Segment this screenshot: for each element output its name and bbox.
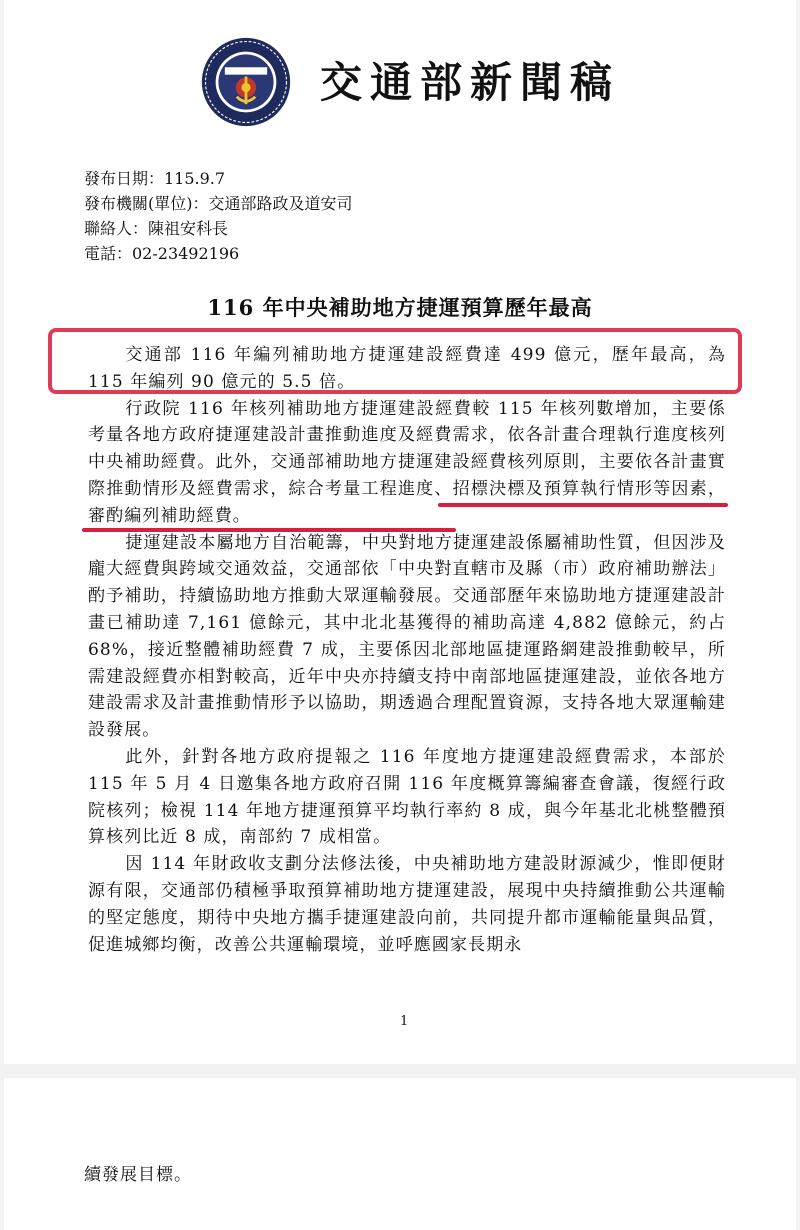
document-page-2 bbox=[4, 1078, 796, 1230]
press-body bbox=[88, 342, 726, 958]
contact-phone: 電話：02-23492196 bbox=[84, 244, 240, 263]
paragraph-4: 此外，針對各地方政府提報之 116 年度地方捷運建設經費需求，本部於 115 年 5 月 4 日邀集各地方政府召開 116 年度概算籌編審查會議，復經行政院核列；檢視 114 年地方捷運預算平均執行率約 8 成，與今年基北北桃整體預算核列比近 8 成，南部約 7 成相當。 bbox=[88, 746, 726, 848]
release-date: 發布日期：115.9.7 bbox=[84, 169, 226, 188]
document-page-1 bbox=[4, 0, 796, 1064]
paragraph-5: 因 114 年財政收支劃分法修法後，中央補助地方建設財源減少，惟即便財源有限，交通部仍積極爭取預算補助地方捷運建設，展現中央持續推動公共運輸的堅定態度，期待中央地方攜手捷運建設向前，共同提升都市運輸能量與品質，促進城鄉均衡，改善公共運輸環境，並呼應國家長期永 bbox=[88, 854, 726, 955]
underline-annotation-1 bbox=[438, 503, 728, 507]
contact-person: 聯絡人：陳祖安科長 bbox=[84, 219, 229, 238]
paragraph-1: 交通部 116 年編列補助地方捷運建設經費達 499 億元，歷年最高，為 115 年編列 90 億元的 5.5 倍。 bbox=[88, 345, 726, 392]
continuation-text: 續發展目標。 bbox=[84, 1165, 192, 1185]
paragraph-2: 行政院 116 年核列補助地方捷運建設經費較 115 年核列數增加，主要係考量各地方政府捷運建設計畫推動進度及經費需求，依各計畫合理執行進度核列中央補助經費。此外，交通部補助地方捷運建設經費核列原則，主要依各計畫實際推動情形及經費需求，綜合考量工程進度、招標決標及預算執行情形等因素，審酌編列補助經費。 bbox=[88, 398, 726, 526]
ministry-logo-icon bbox=[200, 36, 292, 128]
highlight-box-annotation bbox=[48, 328, 742, 394]
paragraph-3: 捷運建設本屬地方自治範籌，中央對地方捷運建設係屬補助性質，但因涉及龐大經費與跨域交通效益，交通部依「中央對直轄市及縣（市）政府補助辦法」酌予補助，持續協助地方推動大眾運輸發展。交通部歷年來協助地方捷運建設計畫已補助達 7,161 億餘元，其中北北基獲得的補助高達 4,882 億餘元，約占 68%，接近整體補助經費 7 成，主要係因北部地區捷運路網建設推動較早，所需建設經費亦相對較高，近年中央亦持續支持中南部地區捷運建設，並依各地方建設需求及計畫推動情形予以協助，期透過合理配置資源，支持各地大眾運輸建設發展。 bbox=[88, 532, 726, 741]
underline-annotation-2 bbox=[82, 528, 456, 532]
issuing-agency: 發布機關(單位)：交通部路政及道安司 bbox=[84, 194, 353, 213]
document-title: 交通部新聞稿 bbox=[320, 58, 621, 107]
page-number: 1 bbox=[400, 1014, 409, 1029]
release-metadata bbox=[84, 166, 353, 266]
press-headline: 116 年中央補助地方捷運預算歷年最高 bbox=[207, 295, 593, 320]
